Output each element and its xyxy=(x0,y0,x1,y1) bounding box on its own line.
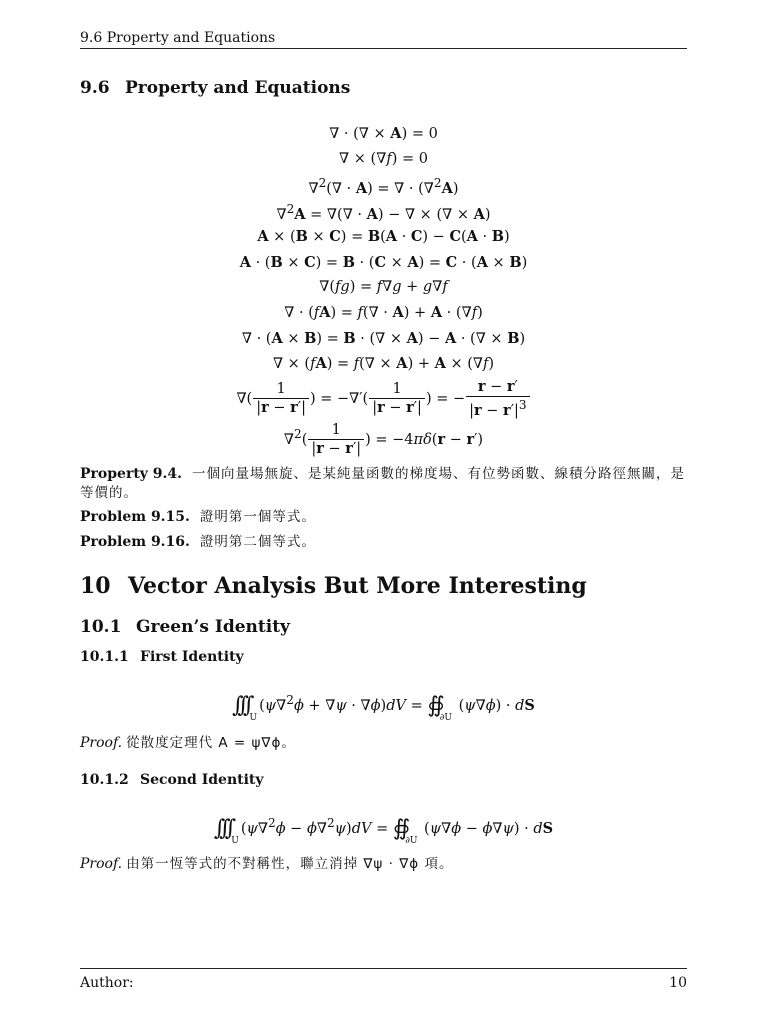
equation-10: ∇ × (fA) = f(∇ × A) + A × (∇f) xyxy=(272,355,495,372)
proof-text: 由第一恆等式的不對稱性，聯立消掉 ∇ψ · ∇ϕ 項。 xyxy=(126,856,454,872)
section-number: 9.6 xyxy=(80,78,110,98)
section-heading-9-6 xyxy=(80,78,350,98)
equation-6: A · (B × C) = B · (C × A) = C · (A × B) xyxy=(239,254,528,271)
header-rule xyxy=(80,48,687,49)
problem-text: 證明第二個等式。 xyxy=(199,534,316,550)
running-header: 9.6 Property and Equations xyxy=(80,30,276,46)
equation-12: ∇$^2$( $\frac{1}{|r - r'|}$ ) = −4πδ(r − r′) xyxy=(283,422,484,457)
equation-8: ∇ · (fA) = f(∇ · A) + A · (∇f) xyxy=(284,304,483,321)
footer-rule xyxy=(80,968,687,969)
page-number: 10 xyxy=(669,975,687,991)
equation-2: ∇ × (∇f) = 0 xyxy=(339,151,428,167)
chapter-title: Vector Analysis But More Interesting xyxy=(128,573,587,599)
section-heading-10-1 xyxy=(80,617,290,637)
problem-text: 證明第一個等式。 xyxy=(199,509,316,525)
proof-text: 從散度定理代 A = ψ∇ϕ。 xyxy=(126,735,296,751)
chapter-heading-10 xyxy=(80,573,587,599)
proof-label: Proof. xyxy=(80,735,123,751)
property-label: Property 9.4. xyxy=(80,466,183,482)
subsection-number: 10.1.1 xyxy=(80,649,129,665)
equation-11: ∇( $\frac{1}{|r - r'|}$ ) = −∇′( $\frac{1}{|r - r'|}$ ) = − $\frac{r - r'}{|r - r'|^3}$ xyxy=(80,378,687,420)
property-text: 一個向量場無旋、是某純量函數的梯度場、有位勢函數、線積分路徑無關，是等價的。 xyxy=(80,466,686,501)
subsection-heading-10-1-1 xyxy=(80,649,244,665)
second-identity-proof xyxy=(80,855,692,874)
problem-label: Problem 9.15. xyxy=(80,509,190,525)
proof-label: Proof. xyxy=(80,856,123,872)
equation-4: ∇$^2$A = ∇(∇ · A) − ∇ × (∇ × A) xyxy=(276,202,491,223)
equation-7: ∇(fg) = f∇g + g∇f xyxy=(319,279,448,295)
problem-label: Problem 9.16. xyxy=(80,534,190,550)
equation-9: ∇ · (A × B) = B · (∇ × A) − A · (∇ × B) xyxy=(241,330,526,347)
subsection-heading-10-1-2 xyxy=(80,772,264,788)
second-identity-equation: $\int\int\int_U(\psi\nabla^2\phi - \phi\nabla^2\psi)dV$ = $∯_{\partial U}$ (ψ∇ϕ − ϕ∇ψ) · dS xyxy=(213,816,554,846)
section-number: 10.1 xyxy=(80,617,122,637)
equation-5: A × (B × C) = B(A · C) − C(A · B) xyxy=(257,228,510,245)
section-title: Green’s Identity xyxy=(136,617,290,637)
subsection-title: First Identity xyxy=(140,649,244,665)
chapter-number: 10 xyxy=(80,573,111,599)
equation-1: ∇ · (∇ × A) = 0 xyxy=(329,125,438,142)
footer-author: Author: xyxy=(80,975,134,991)
equation-3: ∇$^2$(∇ · A) = ∇ · (∇$^2$A) xyxy=(308,176,459,197)
property-9-4 xyxy=(80,465,692,503)
subsection-number: 10.1.2 xyxy=(80,772,129,788)
problem-9-16 xyxy=(80,533,692,552)
section-title: Property and Equations xyxy=(125,78,351,98)
subsection-title: Second Identity xyxy=(140,772,264,788)
first-identity-proof xyxy=(80,734,692,753)
problem-9-15 xyxy=(80,508,692,527)
first-identity-equation: $\int\int\int_U(\psi\nabla^2\phi + \nabla\psi \cdot \nabla\phi)dV$ = $∯_{\partial U}$ (ψ∇ϕ) · dS xyxy=(232,693,535,723)
